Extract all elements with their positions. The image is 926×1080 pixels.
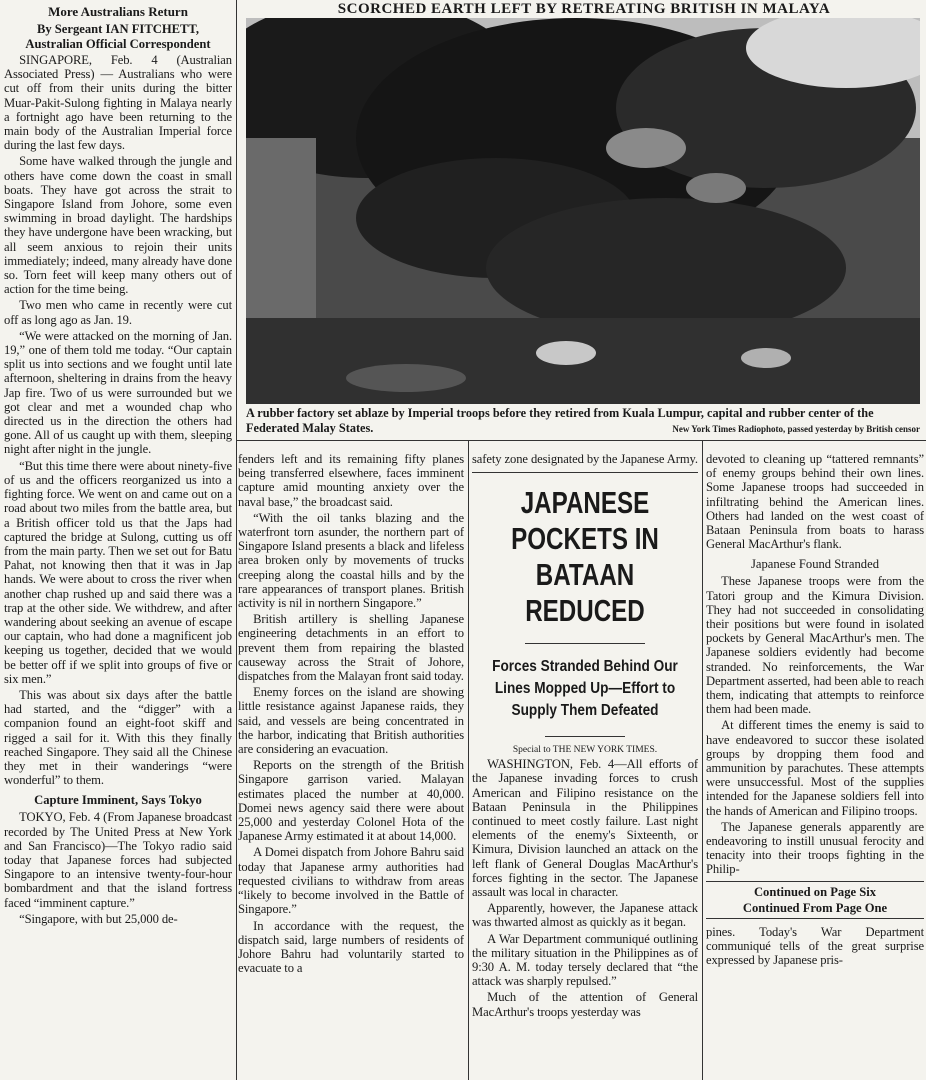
paragraph: Two men who came in recently were cut off as long ago as Jan. 19. [4,298,232,327]
paragraph: A Domei dispatch from Johore Bahru said today that Japanese army authorities had requested civilians to withdraw from areas “likely to become involved in the Battle of Singapore.” [238,845,464,917]
caption-text: A rubber factory set ablaze by Imperial troops before they retired from Kuala Lumpur, capital and rubber center of the Federated Malay States. [246,406,874,435]
column-rule [468,440,469,1080]
paragraph: fenders left and its remaining fifty planes being transferred elsewhere, faces imminent capture amid mounting anxiety over the naval base,” the broadcast said. [238,452,464,509]
special-credit: Special to THE NEW YORK TIMES. [512,745,658,756]
paragraph: “Singapore, with but 25,000 de- [19,911,178,926]
paragraph: In accordance with the request, the dispatch said, large numbers of residents of Johore Bahru had voluntarily started to evacuate to a [238,918,464,976]
photo-smoke-image [246,18,920,404]
jump-rule [706,881,924,882]
paragraph: “We were attacked on the morning of Jan. 19,” one of them told me today. “Our captain split us into sections and we fought until late afternoon, sheltering in drains from the heavy Jap fire. Two of us were surrounded but we got clear and met a wounded chap who directed us in the direction the others had gone. All of us caught up with them, sleeping night after night in the jungle. [4,328,232,457]
paragraph: These Japanese troops were from the Tatori group and the Kimura Division. They had not succeeded in consolidating their positions but were found in isolated pockets by General MacArthur's men. The Japanese soldiers evidently had become stranded. No reinforcements, the War Department asserted, had been able to reach them, indicating that attempts to reinforce them had been made. [706,574,924,717]
paragraph: Much of the attention of General MacArthur's troops yesterday was [472,990,698,1019]
paragraph: SINGAPORE, Feb. 4 (Australian Associated Press) — Australians who were cut off from their units during the bitter Muar-Pakit-Sulong fighting in Malaya nearly a fortnight ago have been returning to the main body of the Australian Imperial force during the last few days. [4,53,232,153]
paragraph: “But this time there were about ninety-five of us and the officers reorganized us into a fighting force. We went on and came out on a road about two miles from the battle area, but a British officer told us that the Japs had captured the bridge at Sulong, cutting us off from the main party. Then we set out for Batu Pahat, not knowing then that it was in Jap hands. We were about to cross the river when another chap rushed up and said there was a trap at the other side. We withdrew, and after wandering about seeking an avenue of escape our captain, who had done a magnificent job keeping us together, decided that we would be better off if we split into groups of five or six men.” [4,458,232,686]
photo-credit: New York Times Radiophoto, passed yesterday by British censor [672,424,920,434]
paragraph: A War Department communiqué outlining the military situation in the Philippines as of 9:30 A. M. today tersely declared that “the attack was sharply repulsed.” [472,931,698,989]
paragraph: Some have walked through the jungle and others have come down the coast in small boats. They have got across the strait to Singapore Island from Johore, some even swimming in broad daylight. The hardships they have undergone have been wracking, but all seem anxious to rejoin their units immediately; indeed, many already have done so. Torn feet will keep many others out of action for the time being. [4,154,232,297]
paragraph: safety zone designated by the Japanese Army. [472,452,698,466]
byline-title: Australian Official Correspondent [25,36,211,51]
left-column [4,0,232,1080]
left-story-body-2 [4,810,232,926]
column-2 [238,452,464,1080]
paragraph: The Japanese generals apparently are endeavoring to instill unusual ferocity and tenacity into their troops fighting in the Philip- [706,819,924,877]
column-rule [236,0,237,1080]
bataan-headline: JAPANESE POCKETS IN BATAAN REDUCED [511,485,659,629]
paragraph: Enemy forces on the island are showing little resistance against Japanese raids, they said, and vessels are being concentrated in the harbor, indicating that British authorities are considering an evacuation. [238,685,464,757]
col4-subhead: Japanese Found Stranded [750,557,879,572]
paragraph: devoted to cleaning up “tattered remnants” of enemy groups behind their own lines. Some Japanese troops had succeeded in infiltrating behind the American lines. Others had landed on the west coast of Bataan Peninsula from boats to harass General MacArthur's flank. [706,452,924,552]
deck-rule [525,643,645,644]
column-3 [472,452,698,1080]
headline-rule [472,472,698,473]
paragraph: “With the oil tanks blazing and the waterfront torn asunder, the northern part of Singapore Island presents a black and lifeless area broken only by movements of trucks creeping along the coastal hills and by the rare appearances of transport planes. British activity is nil in northern Singapore.” [238,510,464,611]
paragraph: British artillery is shelling Japanese engineering detachments in an effort to prevent them from repairing the blasted causeway across the Strait of Johore, dispatches from the Malayan front said today. [238,612,464,684]
column-rule [702,440,703,1080]
column-4 [706,452,924,1080]
byline-name: By Sergeant IAN FITCHETT, [36,22,200,36]
paragraph: WASHINGTON, Feb. 4—All efforts of the Japanese invading forces to crush American and Filipino resistance on the Bataan Peninsula in the Philippines continued to meet costly failure. Last night elements of the enemy's Sixteenth, or Kimura, Division launched an attack on the left flank of General Douglas MacArthur's forces fighting in the sector. The Japanese assault was local in character. [472,757,698,900]
paragraph: Reports on the strength of the British Singapore garrison varied. Malayan estimates placed the number at 40,000. Domei news agency said there were about 25,000 and yesterday Colonel Hota of the Japanese Army estimated it at about 14,000. [238,758,464,844]
paragraph: At different times the enemy is said to have endeavored to succor these isolated groups by dropping them food and ammunition by parachutes. These attempts were unsuccessful. Most of the supplies intended for the Japanese soldiers fell into the hands of American and Filipino troops. [706,718,924,818]
photo [246,18,920,404]
continued-on: Continued on Page Six [753,884,877,899]
continued-from: Continued From Page One [742,900,888,915]
paragraph: Apparently, however, the Japanese attack was thwarted almost as quickly as it began. [472,901,698,930]
photo-bottom-rule [236,440,926,441]
jump-rule-2 [706,918,924,919]
paragraph: This was about six days after the battle had started, and the “digger” with a companion found an eight-foot skiff and rigged a sail for it. With this they finally reached Singapore. They said all the Chinese they met in their wanderings “were wonderful” to them. [4,687,232,788]
paragraph: pines. Today's War Department communiqué tells of the great surprise expressed by Japanese pris- [706,924,924,968]
left-story-headline: More Australians Return [48,4,188,19]
left-story-body [4,53,232,787]
left-subhead: Capture Imminent, Says Tokyo [34,793,202,808]
paragraph: TOKYO, Feb. 4 (From Japanese broadcast recorded by The United Press at New York and San Francisco)—The Tokyo radio said today that Japanese forces had subjected Singapore to an intensive twenty-four-hour bombardment and that the island fortress faced “imminent capture.” [4,810,232,910]
bataan-deck: Forces Stranded Behind Our Lines Mopped Up—Effort to Supply Them Defeated [492,658,678,720]
photo-title: SCORCHED EARTH LEFT BY RETREATING BRITISH IN MALAYA [337,1,831,17]
deck-rule-2 [545,736,625,737]
photo-caption [246,406,920,437]
